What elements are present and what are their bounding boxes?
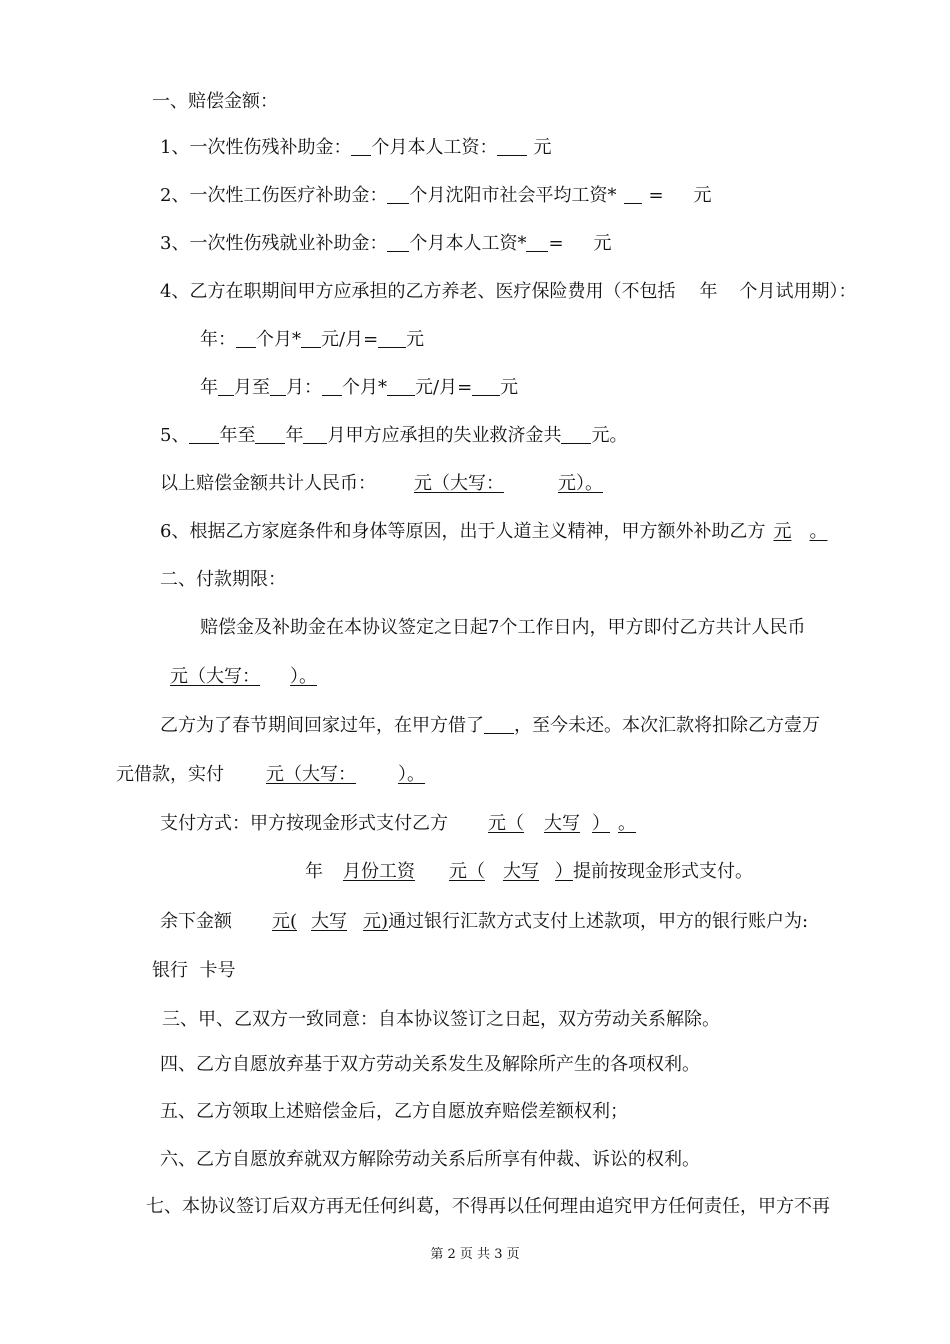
blank-field[interactable] [472,377,500,396]
clause-7: 七、本协议签订后双方再无任何纠葛，不得再以任何理由追究甲方任何责任，甲方不再 [146,1196,830,1217]
item-4-insurance: 4、乙方在职期间甲方应承担的乙方养老、医疗保险费用（不包括 年 个月试用期）： [160,281,857,302]
page-number-footer: 第 2 页 共 3 页 [430,1247,520,1262]
clause-5: 五、乙方领取上述赔偿金后，乙方自愿放弃赔偿差额权利； [160,1101,628,1122]
clause-6: 六、乙方自愿放弃就双方解除劳动关系后所享有仲裁、诉讼的权利。 [160,1149,700,1170]
loan-paragraph-cont: 元借款，实付 元（大写： ）。 [116,764,425,785]
clause-3: 三、甲、乙双方一致同意：自本协议签订之日起，双方劳动关系解除。 [162,1009,720,1030]
blank-field[interactable] [218,377,234,396]
blank-field[interactable] [387,185,409,204]
section-heading-compensation: 一、赔偿金额： [152,91,278,112]
extra-subsidy-blank[interactable]: 元 。 [773,521,828,542]
item-6-extra-subsidy: 6、根据乙方家庭条件和身体等原因，出于人道主义精神，甲方额外补助乙方 元 。 [160,521,828,542]
blank-field[interactable] [189,425,219,444]
remaining-amount-blank[interactable]: 元( 大写 元) [272,911,389,932]
bank-account: 银行 卡号 [152,960,236,981]
blank-field[interactable] [303,425,327,444]
payment-amount-blank[interactable]: 元（大写： ）。 [170,666,317,687]
total-amount-blank[interactable]: 元（大写： 元）。 [414,473,603,494]
remaining-amount: 余下金额 元( 大写 元)通过银行汇款方式支付上述款项，甲方的银行账户为: [160,911,809,932]
item-4-row-2: 年 月至 月： 个月* 元/月= 元 [200,377,519,398]
section-heading-payment: 二、付款期限： [160,569,286,590]
actual-payment-blank[interactable]: 元（大写： ）。 [266,764,425,785]
clause-4: 四、乙方自愿放弃基于双方劳动关系发生及解除所产生的各项权利。 [160,1054,700,1075]
wage-payment-blank[interactable]: 月份工资 元（ 大写 ） [343,861,573,882]
blank-field[interactable] [322,377,342,396]
blank-field[interactable] [301,329,321,348]
payment-amount-line [170,665,317,689]
wage-payment: 年 月份工资 元（ 大写 ）提前按现金形式支付。 [305,861,753,882]
item-3-employment-subsidy: 3、一次性伤残就业补助金： 个月本人工资* = 元 [160,233,612,254]
blank-field[interactable] [378,329,406,348]
blank-field[interactable] [351,137,371,156]
blank-field[interactable] [484,715,514,734]
item-4-row-1: 年： 个月* 元/月= 元 [200,329,425,350]
blank-field[interactable] [526,233,548,252]
blank-field[interactable] [270,377,286,396]
total-compensation: 以上赔偿金额共计人民币： 元（大写： 元）。 [160,473,603,494]
payment-method: 支付方式：甲方按现金形式支付乙方 元（ 大写 ） 。 [160,813,636,834]
blank-field[interactable] [497,137,527,156]
item-5-unemployment: 5、 年至 年 月甲方应承担的失业救济金共 元。 [160,425,628,446]
item-1-disability-subsidy: 1、一次性伤残补助金： 个月本人工资： 元 [160,137,552,158]
blank-field[interactable] [255,425,285,444]
payment-paragraph: 赔偿金及补助金在本协议签定之日起7个工作日内，甲方即付乙方共计人民币 [200,617,806,638]
blank-field[interactable] [387,233,409,252]
item-2-medical-subsidy: 2、一次性工伤医疗补助金： 个月沈阳市社会平均工资* = 元 [160,185,712,206]
loan-paragraph: 乙方为了春节期间回家过年，在甲方借了 ，至今未还。本次汇款将扣除乙方壹万 [160,715,820,736]
blank-field[interactable] [624,185,642,204]
blank-field[interactable] [236,329,256,348]
blank-field[interactable] [387,377,415,396]
blank-field[interactable] [561,425,591,444]
cash-payment-blank[interactable]: 元（ 大写 ） 。 [488,813,636,834]
